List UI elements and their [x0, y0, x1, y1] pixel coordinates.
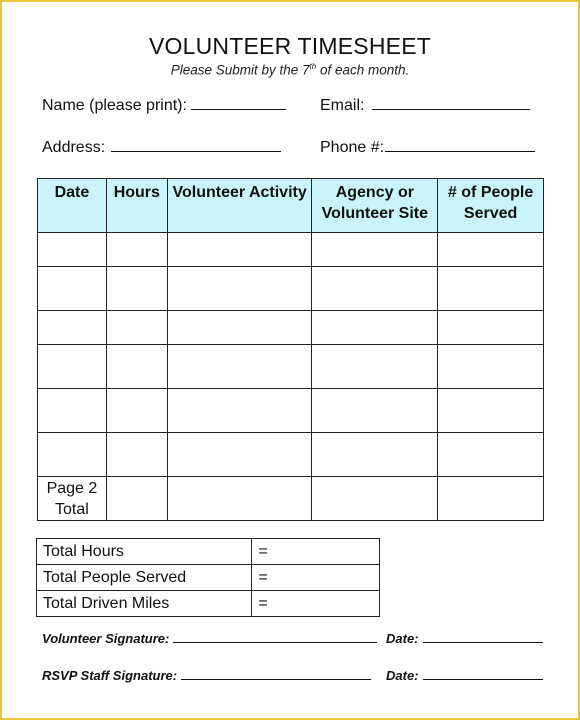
cell-hours[interactable]	[106, 311, 167, 345]
total-cell-hours[interactable]	[106, 477, 167, 521]
total-hours-value[interactable]: =	[252, 539, 380, 565]
table-row	[38, 233, 544, 267]
name-line[interactable]	[191, 95, 286, 110]
total-cell-people-served[interactable]	[438, 477, 544, 521]
cell-people-served[interactable]	[438, 311, 544, 345]
col-header-date: Date	[38, 179, 107, 233]
volunteer-signature-field[interactable]	[42, 630, 377, 646]
phone-field[interactable]	[320, 137, 535, 157]
cell-people-served[interactable]	[438, 267, 544, 311]
name-field[interactable]	[42, 95, 286, 115]
volunteer-date-label: Date:	[386, 631, 419, 646]
col-header-hours: Hours	[106, 179, 167, 233]
page-total-label: Page 2 Total	[38, 477, 107, 521]
volunteer-signature-label: Volunteer Signature:	[42, 631, 170, 646]
totals-row-hours	[37, 539, 380, 565]
cell-date[interactable]	[38, 433, 107, 477]
cell-date[interactable]	[38, 389, 107, 433]
timesheet-table	[37, 178, 544, 521]
cell-date[interactable]	[38, 311, 107, 345]
totals-row-miles	[37, 591, 380, 617]
total-cell-agency[interactable]	[312, 477, 438, 521]
cell-agency[interactable]	[312, 267, 438, 311]
cell-agency[interactable]	[312, 389, 438, 433]
table-row	[38, 389, 544, 433]
cell-hours[interactable]	[106, 233, 167, 267]
table-row	[38, 433, 544, 477]
email-field[interactable]	[320, 95, 530, 115]
total-hours-label: Total Hours	[37, 539, 252, 565]
cell-activity[interactable]	[167, 267, 312, 311]
phone-label: Phone #:	[320, 139, 385, 156]
table-row	[38, 267, 544, 311]
address-field[interactable]	[42, 137, 281, 157]
cell-activity[interactable]	[167, 233, 312, 267]
cell-hours[interactable]	[106, 389, 167, 433]
staff-signature-label: RSVP Staff Signature:	[42, 668, 178, 683]
address-line[interactable]	[111, 137, 281, 152]
cell-agency[interactable]	[312, 233, 438, 267]
cell-hours[interactable]	[106, 267, 167, 311]
cell-activity[interactable]	[167, 345, 312, 389]
staff-date-line[interactable]	[423, 667, 543, 680]
total-people-value[interactable]: =	[252, 565, 380, 591]
cell-hours[interactable]	[106, 433, 167, 477]
cell-people-served[interactable]	[438, 433, 544, 477]
page-subtitle: Please Submit by the 7th of each month.	[170, 62, 410, 78]
totals-row-people	[37, 565, 380, 591]
phone-line[interactable]	[385, 137, 535, 152]
volunteer-signature-line[interactable]	[173, 630, 377, 643]
col-header-agency: Agency or Volunteer Site	[312, 179, 438, 233]
staff-date-label: Date:	[386, 668, 419, 683]
cell-activity[interactable]	[167, 389, 312, 433]
volunteer-date-field[interactable]	[386, 630, 543, 646]
address-label: Address:	[42, 139, 106, 156]
table-row	[38, 345, 544, 389]
table-total-row	[38, 477, 544, 521]
cell-hours[interactable]	[106, 345, 167, 389]
cell-activity[interactable]	[167, 311, 312, 345]
table-header-row	[38, 179, 544, 233]
cell-date[interactable]	[38, 233, 107, 267]
cell-agency[interactable]	[312, 433, 438, 477]
email-line[interactable]	[372, 95, 530, 110]
staff-date-field[interactable]	[386, 667, 543, 683]
name-label: Name (please print):	[42, 97, 187, 114]
staff-signature-line[interactable]	[181, 667, 371, 680]
totals-table	[36, 538, 380, 617]
cell-date[interactable]	[38, 345, 107, 389]
cell-people-served[interactable]	[438, 345, 544, 389]
cell-people-served[interactable]	[438, 389, 544, 433]
page-title: VOLUNTEER TIMESHEET	[149, 33, 431, 59]
total-miles-label: Total Driven Miles	[37, 591, 252, 617]
cell-agency[interactable]	[312, 311, 438, 345]
cell-activity[interactable]	[167, 433, 312, 477]
cell-agency[interactable]	[312, 345, 438, 389]
volunteer-date-line[interactable]	[423, 630, 543, 643]
cell-date[interactable]	[38, 267, 107, 311]
total-miles-value[interactable]: =	[252, 591, 380, 617]
staff-signature-field[interactable]	[42, 667, 371, 683]
cell-people-served[interactable]	[438, 233, 544, 267]
total-people-label: Total People Served	[37, 565, 252, 591]
col-header-people-served: # of People Served	[438, 179, 544, 233]
table-row	[38, 311, 544, 345]
email-label: Email:	[320, 97, 365, 114]
total-cell-activity[interactable]	[167, 477, 312, 521]
col-header-activity: Volunteer Activity	[167, 179, 312, 233]
